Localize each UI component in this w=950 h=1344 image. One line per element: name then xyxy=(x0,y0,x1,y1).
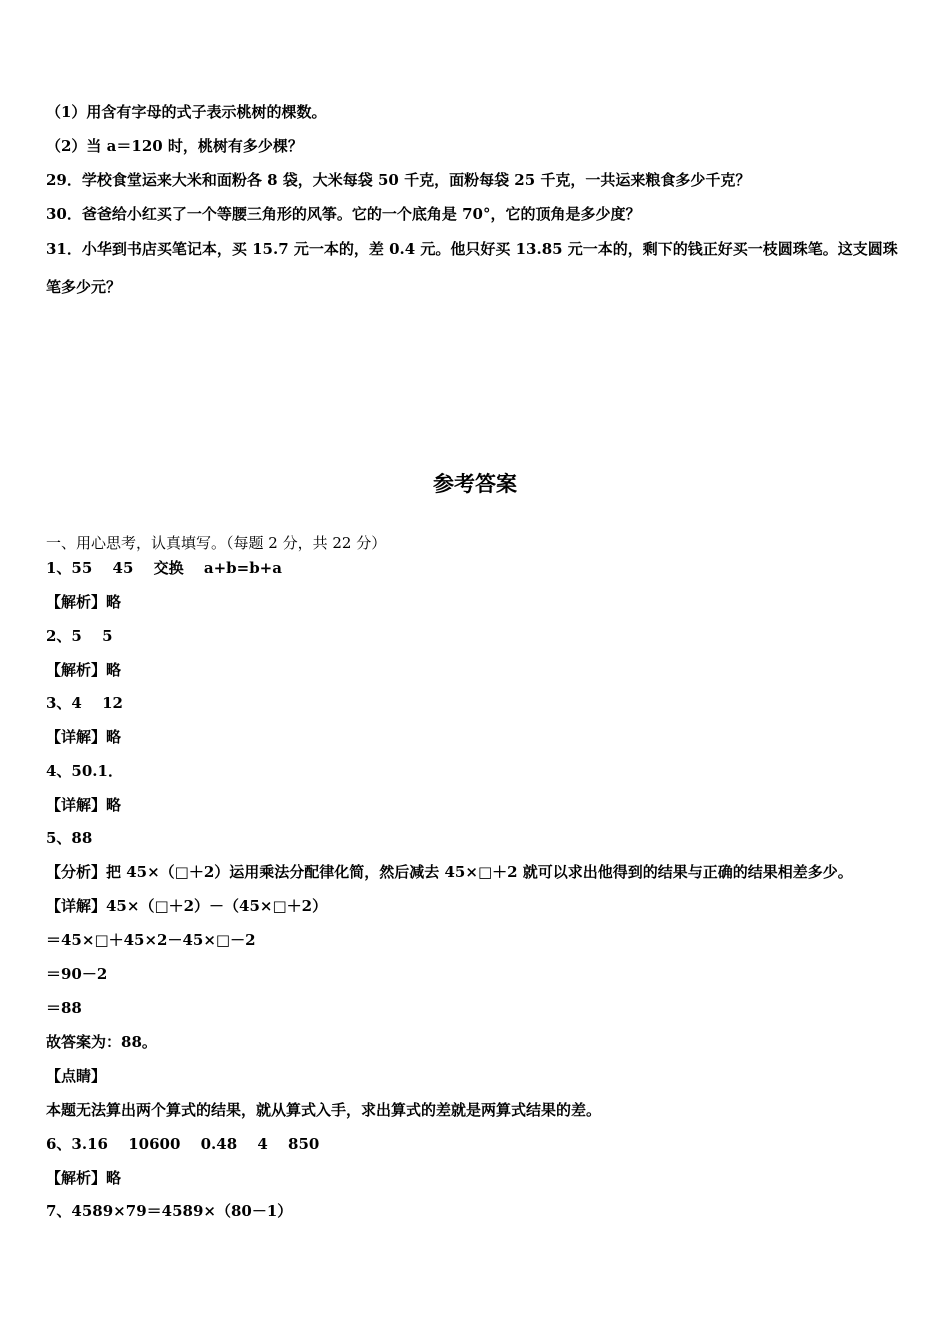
question-29: 29．学校食堂运来大米和面粉各 8 袋，大米每袋 50 千克，面粉每袋 25 千克，一共运来粮食多少千克？ xyxy=(46,171,751,189)
answer-4: 4、50.1． xyxy=(46,762,123,780)
section-1-heading: 一、用心思考，认真填写。（每题 2 分，共 22 分） xyxy=(46,534,387,552)
answer-5-detail: 【详解】45×（□＋2）－（45×□＋2） xyxy=(46,897,328,915)
answer-6-note: 【解析】略 xyxy=(46,1169,122,1187)
answer-5-conclusion: 故答案为：88。 xyxy=(46,1033,157,1051)
question-31: 31．小华到书店买笔记本，买 15.7 元一本的，差 0.4 元。他只好买 13.85 元一本的，剩下的钱正好买一枝圆珠笔。这支圆珠笔多少元？ xyxy=(46,240,898,296)
answer-5-step-2: ＝90－2 xyxy=(46,965,108,983)
answer-2-note: 【解析】略 xyxy=(46,661,122,679)
answer-6: 6、3.16 10600 0.48 4 850 xyxy=(46,1135,320,1153)
answer-5-tip: 本题无法算出两个算式的结果，就从算式入手，求出算式的差就是两算式结果的差。 xyxy=(46,1101,602,1119)
question-30: 30．爸爸给小红买了一个等腰三角形的风筝。它的一个底角是 70°，它的顶角是多少度？ xyxy=(46,205,641,223)
answer-2: 2、5 5 xyxy=(46,627,113,645)
answer-3-note: 【详解】略 xyxy=(46,728,122,746)
question-28-part-1: （1）用含有字母的式子表示桃树的棵数。 xyxy=(46,103,327,121)
question-28-part-2: （2）当 a＝120 时，桃树有多少棵？ xyxy=(46,137,303,155)
answer-4-note: 【详解】略 xyxy=(46,796,122,814)
answer-1: 1、55 45 交换 a+b=b+a xyxy=(46,559,282,577)
answer-3: 3、4 12 xyxy=(46,694,123,712)
answer-5-analysis: 【分析】把 45×（□＋2）运用乘法分配律化简，然后减去 45×□＋2 就可以求出他得到的结果与正确的结果相差多少。 xyxy=(46,863,853,881)
answer-5-tip-label: 【点睛】 xyxy=(46,1067,107,1085)
answer-key-title: 参考答案 xyxy=(433,472,517,496)
answer-5-step-3: ＝88 xyxy=(46,999,82,1017)
answer-5-step-1: ＝45×□＋45×2－45×□－2 xyxy=(46,931,256,949)
answer-1-note: 【解析】略 xyxy=(46,593,122,611)
answer-7: 7、4589×79＝4589×（80－1） xyxy=(46,1202,293,1220)
answer-5: 5、88 xyxy=(46,829,93,847)
